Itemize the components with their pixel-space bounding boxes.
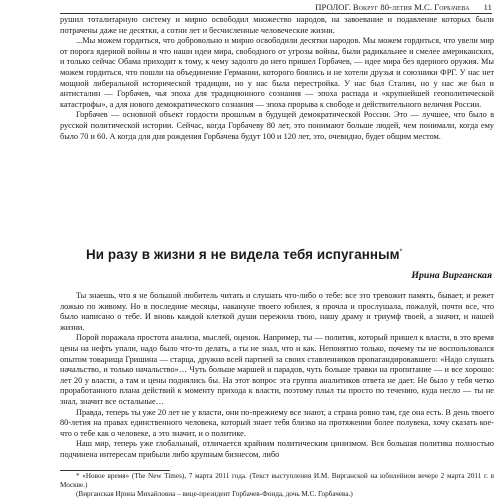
- running-head: [60, 2, 492, 12]
- page-number: 11: [483, 2, 492, 12]
- intro-paragraph: ...Мы можем гордиться, что добровольно и мирно освободили десятки народов. Мы можем гордиться, что увели мир от порога ядерной войны и что наши идеи мира, свободного от угрозы войны, были радикальнее и смелее американских, и только сейчас Обама приходит к тому, к чему задолго до него пришел Горбачев, — идее мира без ядерного оружия. Мы можем гордиться, что пошли на объединение Германии, которого боялись и не хотели друзья и союзники ФРГ. У нас нет мощной либеральной исторической традиции, но у нас была перестройка. У нас был Сталин, но у нас же был и антисталин — Горбачев, чья эпоха для традиционного сознания — эпоха распада и «крупнейшей геополитической катастрофы», а для нового демократического сознания — эпоха прорыва к свободе и действительного величия России.: [60, 36, 494, 109]
- intro-paragraph: рушил тоталитарную систему и мирно освободил множество народов, на завоевание и подавление которых были потрачены даже не десятки, а сотни лет и бесчисленные человеческие жизни.: [60, 15, 494, 35]
- footnotes: [60, 472, 494, 498]
- footnote-author-note: (Вирганская Ирина Михайловна – вице-президент Горбачев-Фонда, дочь М.С. Горбачева.): [76, 489, 353, 498]
- story-paragraph: Наш мир, теперь уже глобальный, отличается крайним политическим цинизмом. Вся большая политика полностью подчинена интересам прибыли либо крупным бизнесом, либо: [60, 439, 494, 459]
- footnote-rule: [60, 470, 170, 471]
- section-title: Ни разу в жизни я не видела тебя испуганным: [86, 247, 400, 262]
- section-heading: [86, 247, 486, 262]
- header-rule: [60, 13, 492, 14]
- story-text-block: [60, 291, 494, 461]
- intro-paragraph: Горбачев — основной объект гордости прошлым в будущей демократической России. Это — лучшее, что было в русской политической истории. Сейчас, когда Горбачеву 80 лет, это понимают больше людей, чем понимали, когда ему было 70 и 60. А когда для дня рождения Горбачева будут 100 и 120 лет, это, очевидно, будет общим местом.: [60, 110, 494, 141]
- running-title: ПРОЛОГ. Вокруг 80-летия М.С. Горбачева: [315, 2, 470, 12]
- author-name: Ирина Вирганская: [411, 270, 492, 281]
- footnote-marker: *: [399, 248, 403, 256]
- story-paragraph: Ты знаешь, что я не большой любитель читать и слушать что-либо о тебе: все это тревожит память, бывает, и режет ложью по живому. Но в последние месяцы, накануне твоего юбилея, я прочла и прослушала, пожалуй, почти все, что было написано о тебе. И вновь каждой клеткой души пережила твою, нашу драму и триумф твоей, а значит, и нашей жизни.: [60, 291, 494, 332]
- footnote: * «Новое время» (The New Times), 7 марта 2011 года. (Текст выступления И.М. Вирганской на юбилейном вечере 2 марта 2011 г. в Москве.): [60, 472, 494, 489]
- intro-text-block: [60, 15, 494, 142]
- story-paragraph: Порой поражала простота анализа, мыслей, оценок. Например, ты — политик, который пришел к власти, в это время цены на нефть упали, надо было что-то делать, а ты не знал, что и как. Непонятно только, почему ты не воспользовался опытом товарища Гришина — старца, дружно всей партией за своих ставленников пропагандировавшего: «Надо слушать начальство, и только начальство»… Чуть больше маршей и парадов, чуть больше травки на пропитание — и все хорошо: лет 20 у власти, а там и цены поднялись бы. На этот вопрос эта группа аналитиков ответа не дает. Не было у тебя четко проработанного плана действий к моменту прихода к власти, поэтому плыл ты просто по течению, куда несло — ты не знал, значит все остальные…: [60, 333, 494, 406]
- story-paragraph: Правда, теперь ты уже 20 лет не у власти, они по-прежнему все знают, а страна ровно там, где она есть. В день твоего 80-летия на правах единственного человека, который знает тебя близко на протяжении более полувека, хочу сказать кое-что о тебе как о человеке, а это значит, и о политике.: [60, 407, 494, 438]
